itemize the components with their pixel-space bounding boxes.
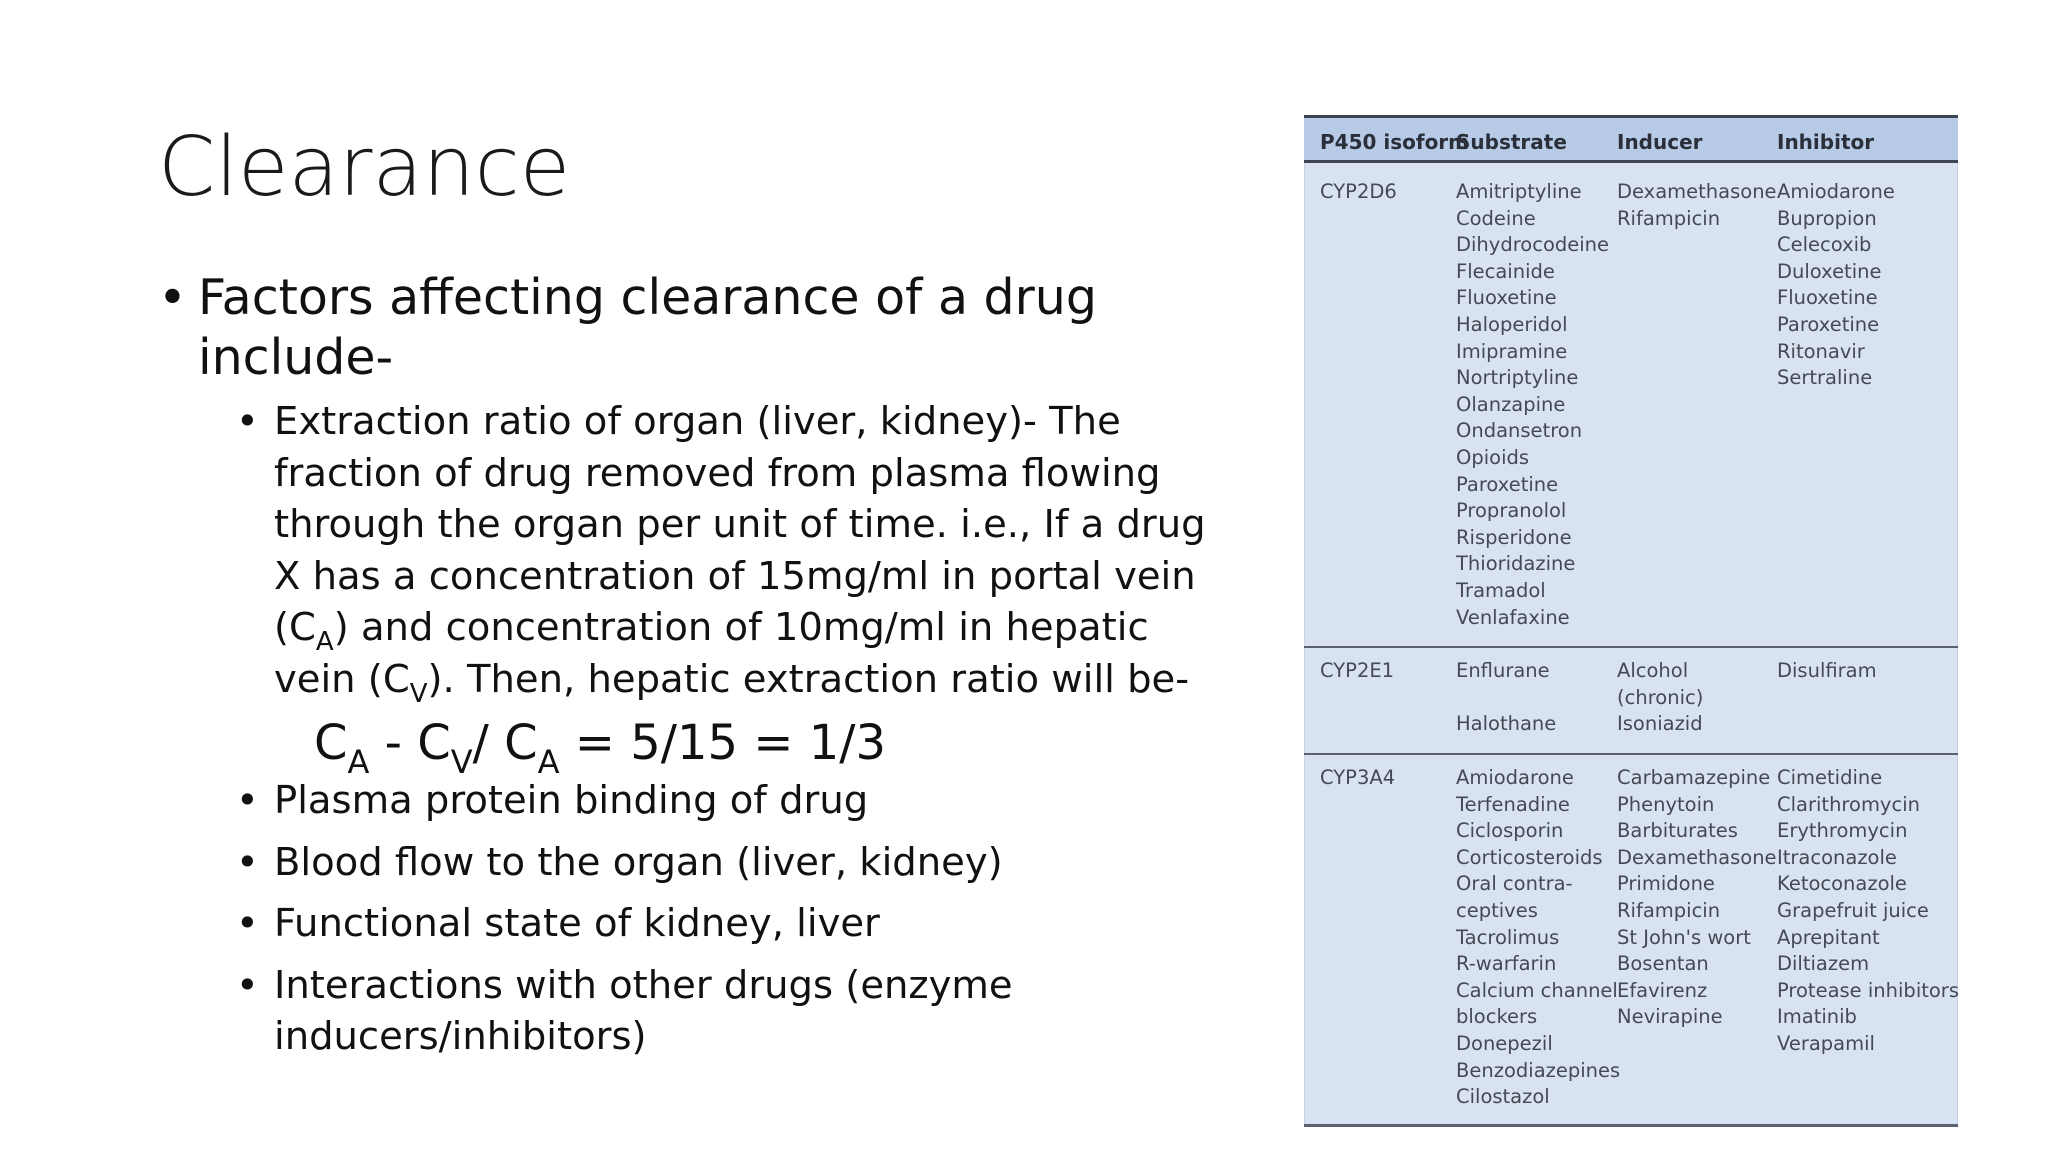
cell-item: Carbamazepine bbox=[1617, 766, 1771, 789]
bullet-main-text: Factors affecting clearance of a drug include- bbox=[198, 269, 1097, 386]
cell-isoform: CYP2D6 bbox=[1320, 180, 1397, 203]
cell-item: Paroxetine bbox=[1456, 472, 1559, 496]
p450-table bbox=[1304, 115, 1958, 1127]
cell-isoform: CYP2E1 bbox=[1320, 659, 1395, 682]
cell-item: Nortriptyline bbox=[1456, 366, 1579, 390]
cell-item: Rifampicin bbox=[1617, 206, 1721, 230]
cell-item: Opioids bbox=[1456, 445, 1530, 469]
cell-inducer bbox=[1617, 658, 1703, 738]
cell-isoform: CYP3A4 bbox=[1320, 766, 1396, 789]
cell-item: Tacrolimus bbox=[1456, 925, 1560, 949]
cell-item: Cimetidine bbox=[1777, 766, 1883, 789]
cell-item: Fluoxetine bbox=[1777, 286, 1878, 310]
cell-item: Dihydrocodeine bbox=[1456, 233, 1610, 257]
bullet-main bbox=[158, 268, 1218, 388]
table-bottom-rule bbox=[1304, 1124, 1958, 1127]
text-line: Blood flow to the organ (liver, kidney) bbox=[274, 839, 1003, 885]
cell-item: blockers bbox=[1456, 1005, 1538, 1029]
cell-item: Ciclosporin bbox=[1456, 819, 1564, 843]
cell-item: Clarithromycin bbox=[1777, 792, 1920, 816]
cell-item: Benzodiazepines bbox=[1456, 1058, 1621, 1082]
cell-item: Flecainide bbox=[1456, 259, 1555, 283]
cell-item: Dexamethasone bbox=[1617, 845, 1777, 869]
bullet-dot: • bbox=[236, 399, 259, 444]
cell-item: Celecoxib bbox=[1777, 233, 1872, 257]
cell-item: Isoniazid bbox=[1617, 712, 1703, 736]
cell-item: Terfenadine bbox=[1456, 792, 1570, 816]
text-line: through the organ per unit of time. i.e., If a drug bbox=[274, 502, 1206, 547]
cell-item: Ritonavir bbox=[1777, 339, 1865, 363]
bullet-dot: • bbox=[236, 778, 259, 823]
cell-item: Verapamil bbox=[1777, 1031, 1875, 1055]
cell-item: Sertraline bbox=[1777, 366, 1873, 390]
cell-item: Propranolol bbox=[1456, 499, 1567, 523]
row-divider bbox=[1304, 753, 1958, 755]
bullet-dot: • bbox=[236, 901, 259, 946]
cell-item: Cilostazol bbox=[1456, 1085, 1550, 1109]
text-line: $(C_A)$ and concentration of 10mg/ml in hepatic bbox=[274, 605, 1149, 657]
cell-inhibitor bbox=[1777, 658, 1877, 685]
header-substrate: Substrate bbox=[1456, 130, 1567, 154]
sub-bullet-functional-state bbox=[236, 898, 1218, 950]
cell-item: Fluoxetine bbox=[1456, 286, 1557, 310]
cell-item: Alcohol bbox=[1617, 659, 1689, 682]
cell-item: Nevirapine bbox=[1617, 1005, 1723, 1029]
cell-item: Diltiazem bbox=[1777, 952, 1870, 976]
sub-bullet-extraction-ratio bbox=[236, 396, 1218, 709]
cell-item: Rifampicin bbox=[1617, 898, 1721, 922]
cell-item: Ondansetron bbox=[1456, 419, 1583, 443]
cell-item bbox=[1456, 685, 1556, 712]
cell-item: Haloperidol bbox=[1456, 312, 1568, 336]
bullet-dot: • bbox=[158, 269, 187, 326]
cell-item: Paroxetine bbox=[1777, 312, 1880, 336]
text-line: Interactions with other drugs (enzyme bbox=[274, 962, 1013, 1008]
text-line: X has a concentration of 15mg/ml in portal vein bbox=[274, 553, 1196, 599]
text-line: Plasma protein binding of drug bbox=[274, 778, 869, 823]
cell-item: Grapefruit juice bbox=[1777, 898, 1929, 922]
header-inhibitor: Inhibitor bbox=[1777, 130, 1875, 154]
cell-item: Imipramine bbox=[1456, 339, 1568, 363]
cell-inhibitor bbox=[1777, 765, 1959, 1058]
cell-item: Corticosteroids bbox=[1456, 845, 1603, 869]
cell-item: Ketoconazole bbox=[1777, 872, 1907, 896]
cell-item: Enflurane bbox=[1456, 659, 1550, 682]
cell-inducer bbox=[1617, 179, 1777, 232]
cell-substrate bbox=[1456, 765, 1620, 1111]
cell-substrate bbox=[1456, 658, 1556, 738]
cell-substrate bbox=[1456, 179, 1609, 631]
cell-item: Amitriptyline bbox=[1456, 180, 1582, 203]
cell-item: Halothane bbox=[1456, 712, 1557, 736]
cell-item: Erythromycin bbox=[1777, 819, 1908, 843]
cell-item: Bosentan bbox=[1617, 952, 1709, 976]
cell-item: Calcium channel bbox=[1456, 978, 1618, 1002]
row-divider bbox=[1304, 646, 1958, 648]
cell-item: Thioridazine bbox=[1456, 552, 1576, 576]
cell-item: Dexamethasone bbox=[1617, 180, 1777, 203]
cell-item: Amiodarone bbox=[1456, 766, 1574, 789]
header-isoform: P450 isoform bbox=[1320, 130, 1470, 154]
text-line: fraction of drug removed from plasma flowing bbox=[274, 450, 1161, 496]
cell-item: Oral contra- bbox=[1456, 872, 1573, 896]
cell-item: Protease inhibitors bbox=[1777, 978, 1959, 1002]
text-line: Extraction ratio of organ (liver, kidney)- The bbox=[274, 399, 1121, 444]
bullet-dot: • bbox=[236, 839, 259, 885]
extraction-ratio-formula: $C_A - C_V/$ $C_A = 5/15 = 1/3$ bbox=[314, 715, 887, 781]
text-line: Functional state of kidney, liver bbox=[274, 901, 880, 946]
cell-item: Itraconazole bbox=[1777, 845, 1897, 869]
sub-bullet-blood-flow bbox=[236, 837, 1218, 889]
cell-item: Imatinib bbox=[1777, 1005, 1857, 1029]
cell-item: Barbiturates bbox=[1617, 819, 1738, 843]
bullet-list bbox=[158, 268, 1218, 1063]
cell-item: Amiodarone bbox=[1777, 180, 1895, 203]
cell-item: ceptives bbox=[1456, 898, 1538, 922]
cell-item: Olanzapine bbox=[1456, 392, 1566, 416]
cell-item: Aprepitant bbox=[1777, 925, 1880, 949]
cell-item: Duloxetine bbox=[1777, 259, 1882, 283]
cell-inducer bbox=[1617, 765, 1777, 1031]
cell-item: R-warfarin bbox=[1456, 952, 1557, 976]
cell-item: Venlafaxine bbox=[1456, 605, 1570, 629]
cell-item: Phenytoin bbox=[1617, 792, 1715, 816]
table-header bbox=[1304, 115, 1958, 163]
text-line: inducers/inhibitors) bbox=[274, 1014, 647, 1059]
cell-item: Codeine bbox=[1456, 206, 1536, 230]
cell-item: Tramadol bbox=[1456, 578, 1546, 602]
cell-item: Donepezil bbox=[1456, 1031, 1553, 1055]
cell-item: Bupropion bbox=[1777, 206, 1877, 230]
slide-title: Clearance bbox=[158, 120, 571, 215]
cell-inhibitor bbox=[1777, 179, 1895, 392]
cell-item: Risperidone bbox=[1456, 525, 1572, 549]
cell-item: Disulfiram bbox=[1777, 659, 1877, 682]
text-line: vein $(C_V)$. Then, hepatic extraction ratio will be- bbox=[274, 656, 1190, 709]
cell-item: Efavirenz bbox=[1617, 978, 1708, 1002]
sub-bullet-protein-binding bbox=[236, 775, 1218, 827]
bullet-dot: • bbox=[236, 962, 259, 1008]
cell-item: Primidone bbox=[1617, 872, 1715, 896]
sub-bullet-interactions bbox=[236, 960, 1218, 1063]
cell-item: St John's wort bbox=[1617, 925, 1751, 949]
header-inducer: Inducer bbox=[1617, 130, 1703, 154]
cell-item: (chronic) bbox=[1617, 685, 1704, 709]
